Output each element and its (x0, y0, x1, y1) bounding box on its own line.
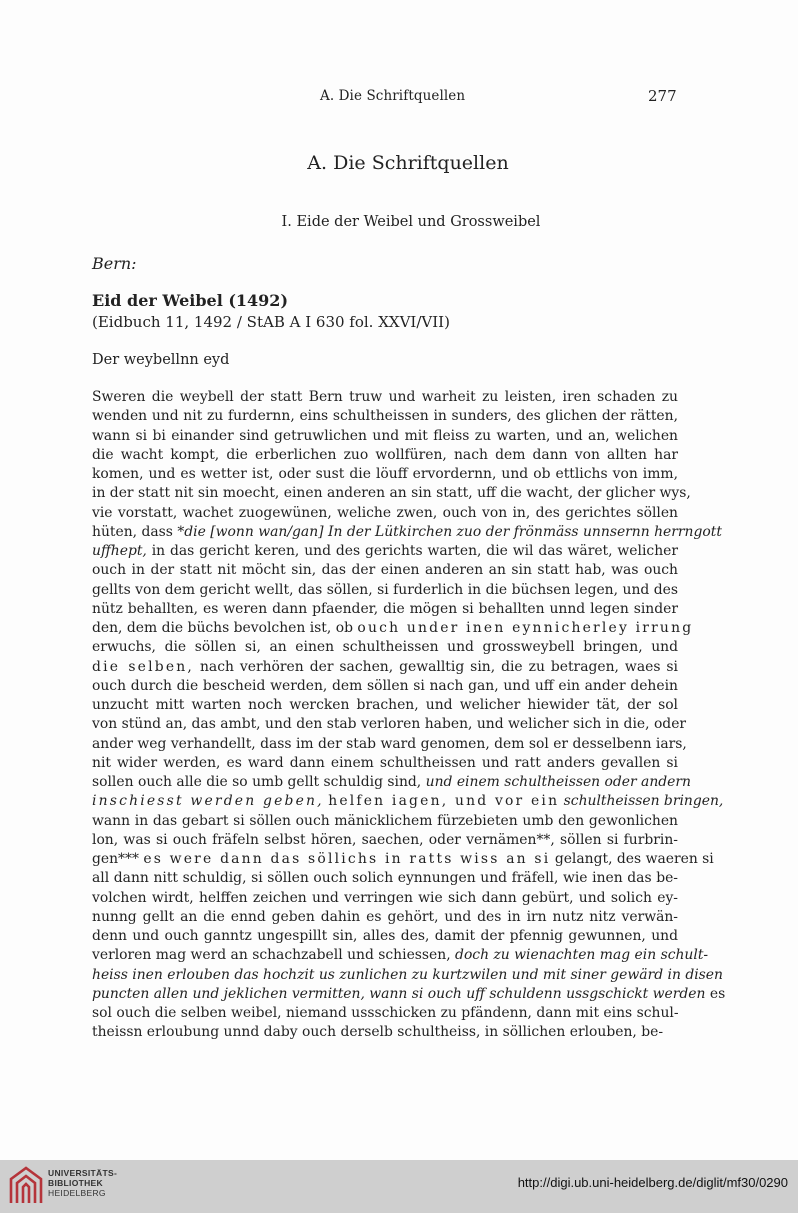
text-line (92, 946, 709, 965)
text-segment: sollen ouch alle die so umb gellt schuldig sind, (92, 774, 426, 790)
text-line (92, 850, 714, 869)
text-line (92, 831, 678, 850)
text-segment: von stünd an, das ambt, und den stab verloren haben, und welicher sich in die, oder (92, 716, 687, 733)
text-line (92, 908, 678, 927)
library-name-line: HEIDELBERG (48, 1188, 106, 1198)
entry-title: Eid der Weibel (1492) (92, 291, 289, 310)
text-line (92, 638, 678, 657)
italic-segment: doch zu wienachten mag ein schult- (455, 947, 709, 964)
text-line (92, 677, 678, 696)
text-line (92, 1004, 678, 1023)
library-name-line: BIBLIOTHEK (48, 1178, 103, 1188)
text-line (92, 1023, 678, 1042)
text-segment: die wacht kompt, die erberlichen zuo wollfüren, nach dem dann von allten har (92, 446, 678, 463)
italic-segment: uffhept, (92, 543, 147, 559)
text-segment: nunng gellt an die ennd geben dahin es gehört, und des in irn nutz nitz verwän- (92, 908, 678, 925)
text-segment: nit wider werden, es ward dann einem schultheissen und ratt anders gevallen si (92, 754, 678, 771)
text-segment: gelangt, des waeren si (550, 851, 714, 867)
text-line (92, 869, 678, 888)
text-line (92, 966, 723, 985)
text-segment: helfen iagen, und vor ein (328, 793, 560, 810)
oath-body-text (92, 388, 726, 1043)
text-line (92, 600, 678, 619)
university-library-logo-icon[interactable] (8, 1165, 44, 1207)
text-line (92, 504, 678, 523)
text-line (92, 773, 691, 792)
text-segment: komen, und es wetter ist, oder sust die löuff ervordernn, und ob ettlichs von imm, (92, 466, 678, 482)
running-head: A. Die Schriftquellen (320, 88, 466, 104)
italic-segment: puncten allen und jeklichen vermitten, wann si ouch uff schuldenn ussgschickt werden (92, 985, 706, 1002)
place-heading: Bern: (92, 254, 137, 273)
library-name (48, 1168, 117, 1198)
page-number: 277 (648, 87, 677, 105)
text-segment: ouch durch die bescheid werden, dem söllen si nach gan, und uff ein ander dehein (92, 677, 678, 694)
text-line (92, 658, 678, 677)
text-line (92, 927, 678, 946)
text-segment: all dann nitt schuldig, si söllen ouch solich eynnungen und fräfell, wie inen das be- (92, 870, 678, 887)
text-line (92, 581, 678, 600)
text-segment: erwuchs, die söllen si, an einen schultheissen und grossweybell bringen, und (92, 639, 678, 656)
text-line (92, 619, 694, 638)
text-line (92, 696, 678, 715)
text-line (92, 754, 678, 773)
text-segment: nütz behallten, es weren dann pfaender, die mögen si behallten unnd legen sinder (92, 600, 678, 617)
permalink-url[interactable]: http://digi.ub.uni-heidelberg.de/diglit/mf30/0290 (517, 1175, 788, 1190)
italic-segment: schultheissen bringen, (563, 793, 724, 810)
document-heading: Der weybellnn eyd (92, 352, 230, 368)
text-segment: in das gericht keren, und des gerichts warten, die wil das wäret, welicher (146, 543, 678, 559)
italic-segment: und einem schultheissen oder andern (425, 774, 691, 790)
text-segment: ouch under inen eynnicherley irrung (357, 620, 694, 636)
text-line (92, 735, 687, 754)
italic-segment: inschiesst werden geben, (92, 793, 324, 810)
text-line (92, 484, 691, 503)
text-segment: den, dem die büchs bevolchen ist, ob (92, 620, 358, 636)
text-segment: wann in das gebart si söllen ouch mänicklichem fürzebieten umb den gewonlichen (92, 812, 678, 829)
text-line (92, 561, 678, 580)
italic-segment: *die [wonn wan/gan] In der Lütkirchen zuo der frönmäss unnsernn herrngott (177, 523, 722, 540)
text-line (92, 465, 678, 484)
text-line (92, 985, 726, 1004)
text-segment: unzucht mitt warten noch wercken brachen, und welicher hiewider tät, der sol (92, 697, 678, 713)
text-segment: wenden und nit zu furdernn, eins schultheissen in sunders, des glichen der rätten, (92, 408, 678, 425)
text-segment: Sweren die weybell der statt Bern truw und warheit zu leisten, iren schaden zu (92, 389, 678, 405)
entry-source: (Eidbuch 11, 1492 / StAB A I 630 fol. XXVI/VII) (92, 313, 450, 331)
text-segment: volchen wirdt, helffen zeichen und verringen wie sich dann gebürt, und solich ey- (92, 889, 678, 906)
text-segment: nach verhören der sachen, gewalltig sin, die zu betragen, waes si (194, 658, 678, 675)
text-segment: es (705, 985, 726, 1002)
text-line (92, 427, 678, 446)
text-line (92, 792, 724, 811)
italic-segment: heiss inen erlouben das hochzit us zunlichen zu kurtzwilen und mit siner gewärd in disen (92, 966, 723, 983)
text-segment: denn und ouch ganntz ungespillt sin, alles des, damit der pfennig gewunnen, und (92, 928, 678, 944)
text-segment: ouch in der statt nit möcht sin, das der einen anderen an sin statt hab, was ouch (92, 562, 678, 579)
library-name-line: UNIVERSITÄTS- (48, 1168, 118, 1178)
text-line (92, 812, 678, 831)
text-segment: in der statt nit sin moecht, einen anderen an sin statt, uff die wacht, der glicher wys, (92, 485, 691, 502)
text-line (92, 523, 722, 542)
text-segment: verloren mag werd an schachzabell und schiessen, (92, 947, 456, 964)
text-line (92, 889, 678, 908)
text-segment: vie vorstatt, wachet zuogewünen, weliche zwen, ouch von in, des gerichtes söllen (92, 504, 678, 521)
text-segment: gellts von dem gericht wellt, das söllen, si furderlich in die büchsen legen, und des (92, 581, 678, 598)
text-segment: es were dann das söllichs in ratts wiss an si (143, 851, 551, 867)
text-line (92, 446, 678, 465)
text-segment: theissn erloubung unnd daby ouch derselb schultheiss, in söllichen erlouben, be- (92, 1024, 664, 1041)
text-line (92, 715, 687, 734)
subsection-title: I. Eide der Weibel und Grossweibel (281, 214, 541, 230)
text-segment: gen*** (92, 851, 144, 867)
text-segment: wann si bi einander sind getruwlichen und mit fleiss zu warten, und an, welichen (92, 427, 678, 444)
text-segment: lon, was si ouch fräfeln selbst hören, saechen, oder vernämen**, söllen si furbrin- (92, 831, 678, 848)
text-segment: sol ouch die selben weibel, niemand ussschicken zu pfändenn, dann mit eins schul- (92, 1005, 679, 1021)
text-segment: die selben, (92, 658, 194, 675)
text-segment: hüten, dass (92, 523, 178, 540)
footer-bar (0, 1160, 798, 1213)
text-line (92, 407, 678, 426)
section-title: A. Die Schriftquellen (307, 152, 509, 174)
text-segment: ander weg verhandellt, dass im der stab ward genomen, dem sol er desselbenn iars, (92, 735, 687, 752)
text-line (92, 542, 678, 561)
text-line (92, 388, 678, 407)
